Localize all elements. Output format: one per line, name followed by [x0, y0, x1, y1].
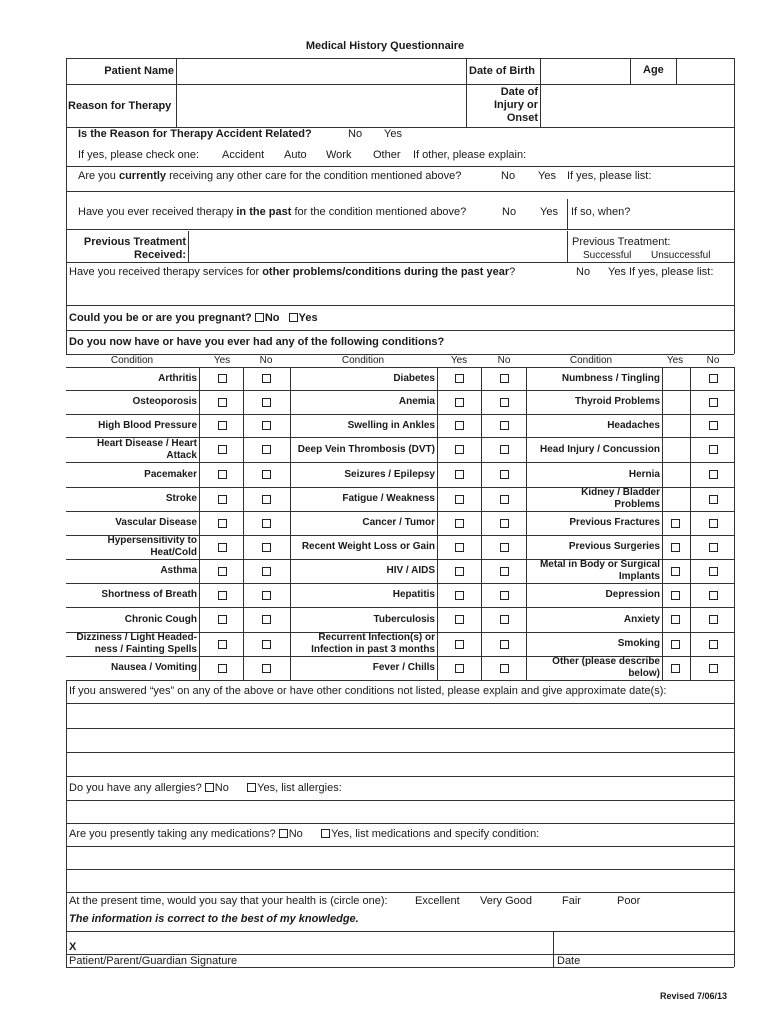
injury-label-1: Date of: [500, 86, 538, 98]
condition-yes-checkbox[interactable]: [218, 615, 227, 624]
patient-name-label: Patient Name: [104, 65, 174, 77]
condition-label: Previous Surgeries: [568, 541, 660, 552]
condition-no-checkbox[interactable]: [709, 445, 718, 454]
condition-label: Dizziness / Light Headed- ness / Fainting Spells: [76, 632, 197, 655]
condition-yes-checkbox[interactable]: [671, 543, 680, 552]
health-option-excellent[interactable]: Excellent: [415, 895, 460, 907]
injury-label-2: Injury or: [493, 99, 538, 111]
condition-no-checkbox[interactable]: [500, 591, 509, 600]
condition-no-checkbox[interactable]: [262, 664, 271, 673]
condition-label: Vascular Disease: [115, 517, 197, 528]
condition-yes-checkbox[interactable]: [671, 615, 680, 624]
condition-no-checkbox[interactable]: [709, 421, 718, 430]
condition-no-checkbox[interactable]: [262, 519, 271, 528]
current-care-follow: If yes, please list:: [567, 170, 652, 182]
condition-no-checkbox[interactable]: [709, 398, 718, 407]
condition-label: Metal in Body or Surgical Implants: [539, 559, 660, 582]
condition-label: Smoking: [617, 638, 660, 649]
condition-no-checkbox[interactable]: [709, 519, 718, 528]
other-problems-yes[interactable]: Yes If yes, please list:: [608, 266, 714, 278]
condition-no-checkbox[interactable]: [500, 519, 509, 528]
condition-yes-checkbox[interactable]: [671, 519, 680, 528]
injury-label-3: Onset: [506, 112, 538, 124]
condition-label: Kidney / Bladder Problems: [581, 487, 660, 510]
condition-label: Depression: [605, 589, 660, 600]
condition-no-checkbox[interactable]: [262, 615, 271, 624]
condition-label: Other (please describe below): [552, 656, 660, 679]
signature-x: X: [69, 941, 77, 953]
condition-yes-checkbox[interactable]: [218, 543, 227, 552]
condition-yes-checkbox[interactable]: [455, 543, 464, 552]
condition-label: Numbness / Tingling: [561, 372, 660, 384]
condition-yes-checkbox[interactable]: [218, 519, 227, 528]
condition-label: Hepatitis: [392, 589, 435, 600]
condition-label: Anxiety: [623, 613, 660, 625]
condition-yes-checkbox[interactable]: [671, 640, 680, 649]
condition-label: Nausea / Vomiting: [111, 662, 197, 673]
condition-label: Arthritis: [158, 372, 197, 384]
signature-label: Patient/Parent/Guardian Signature: [69, 955, 238, 967]
conditions-question: Do you now have or have you ever had any of the following conditions?: [69, 336, 445, 348]
injury-date-field[interactable]: [542, 86, 732, 125]
condition-no-checkbox[interactable]: [500, 615, 509, 624]
condition-label: Chronic Cough: [124, 613, 197, 625]
condition-label: HIV / AIDS: [386, 565, 435, 576]
medications-no-label: No: [288, 828, 303, 840]
condition-no-checkbox[interactable]: [262, 591, 271, 600]
condition-no-checkbox[interactable]: [709, 470, 718, 479]
allergies-field[interactable]: [68, 801, 732, 822]
accident-option-accident[interactable]: Accident: [222, 149, 265, 161]
page-title: Medical History Questionnaire: [305, 40, 465, 52]
condition-label: Previous Fractures: [569, 517, 660, 528]
accident-other-explain: If other, please explain:: [413, 149, 527, 161]
medications-no-checkbox[interactable]: [279, 829, 288, 838]
revision-footer: Revised 7/06/13: [660, 991, 728, 1001]
condition-yes-checkbox[interactable]: [455, 567, 464, 576]
yes-header-col2: Yes: [450, 355, 468, 366]
condition-yes-checkbox[interactable]: [455, 640, 464, 649]
condition-yes-checkbox[interactable]: [455, 374, 464, 383]
condition-no-checkbox[interactable]: [500, 374, 509, 383]
condition-yes-checkbox[interactable]: [455, 664, 464, 673]
condition-yes-checkbox[interactable]: [671, 567, 680, 576]
pregnant-no-label: No: [264, 312, 280, 324]
condition-label: Head Injury / Concussion: [539, 443, 660, 455]
condition-label: Asthma: [160, 565, 197, 576]
accident-question: Is the Reason for Therapy Accident Related?: [78, 128, 312, 140]
other-problems-question: Have you received therapy services for other problems/conditions during the past year?: [69, 266, 516, 278]
pregnant-question: Could you be or are you pregnant? No Yes: [69, 312, 318, 324]
condition-label: Pacemaker: [144, 468, 197, 480]
health-option-poor[interactable]: Poor: [617, 895, 641, 907]
condition-yes-checkbox[interactable]: [218, 495, 227, 504]
condition-yes-checkbox[interactable]: [218, 567, 227, 576]
allergies-yes-checkbox[interactable]: [247, 783, 256, 792]
condition-no-checkbox[interactable]: [500, 543, 509, 552]
condition-label: Hernia: [628, 468, 660, 480]
condition-yes-checkbox[interactable]: [218, 445, 227, 454]
condition-no-checkbox[interactable]: [500, 495, 509, 504]
condition-no-checkbox[interactable]: [262, 640, 271, 649]
condition-label: Fever / Chills: [372, 662, 435, 673]
accident-option-auto[interactable]: Auto: [284, 149, 307, 161]
condition-no-checkbox[interactable]: [709, 495, 718, 504]
condition-no-checkbox[interactable]: [500, 421, 509, 430]
condition-no-checkbox[interactable]: [709, 374, 718, 383]
past-therapy-follow: If so, when?: [571, 206, 631, 218]
condition-label: Hypersensitivity to Heat/Cold: [107, 535, 197, 558]
condition-label: Anemia: [398, 396, 435, 407]
signature-field[interactable]: [80, 933, 550, 953]
condition-no-checkbox[interactable]: [262, 445, 271, 454]
condition-no-checkbox[interactable]: [262, 374, 271, 383]
condition-no-checkbox[interactable]: [500, 398, 509, 407]
reason-field[interactable]: [178, 86, 464, 125]
age-field[interactable]: [678, 60, 732, 82]
attestation: The information is correct to the best of my knowledge.: [69, 913, 359, 925]
condition-yes-checkbox[interactable]: [455, 591, 464, 600]
allergies-question: Do you have any allergies? No Yes, list allergies:: [69, 782, 342, 794]
condition-label: Osteoporosis: [132, 396, 197, 407]
pregnant-yes-label: Yes: [298, 312, 318, 324]
prev-treatment-successful[interactable]: Successful: [583, 250, 632, 261]
condition-no-checkbox[interactable]: [500, 445, 509, 454]
condition-yes-checkbox[interactable]: [671, 591, 680, 600]
condition-yes-checkbox[interactable]: [218, 398, 227, 407]
condition-yes-checkbox[interactable]: [455, 495, 464, 504]
other-problems-no[interactable]: No: [576, 266, 591, 278]
accident-option-other[interactable]: Other: [373, 149, 401, 161]
condition-label: Tuberculosis: [373, 613, 435, 625]
condition-label: Deep Vein Thrombosis (DVT): [297, 443, 435, 455]
allergies-no-checkbox[interactable]: [205, 783, 214, 792]
condition-label: Diabetes: [393, 372, 435, 384]
reason-label: Reason for Therapy: [68, 100, 172, 112]
condition-yes-checkbox[interactable]: [455, 519, 464, 528]
condition-no-checkbox[interactable]: [709, 543, 718, 552]
condition-yes-checkbox[interactable]: [218, 640, 227, 649]
medications-yes-checkbox[interactable]: [321, 829, 330, 838]
accident-check-prompt: If yes, please check one:: [78, 149, 200, 161]
medications-yes-label: Yes, list medications and specify condition:: [331, 828, 540, 840]
condition-no-checkbox[interactable]: [262, 495, 271, 504]
yes-header-col1: Yes: [213, 355, 231, 366]
condition-no-checkbox[interactable]: [262, 567, 271, 576]
condition-yes-checkbox[interactable]: [218, 421, 227, 430]
date-label: Date: [557, 955, 581, 967]
condition-label: Stroke: [165, 493, 197, 504]
health-question: At the present time, would you say that your health is (circle one):: [69, 895, 388, 907]
condition-label: Recurrent Infection(s) or Infection in past 3 months: [311, 632, 435, 655]
explain-field[interactable]: [68, 705, 732, 775]
condition-no-checkbox[interactable]: [500, 664, 509, 673]
condition-no-checkbox[interactable]: [709, 615, 718, 624]
condition-label: Fatigue / Weakness: [342, 493, 435, 504]
condition-no-checkbox[interactable]: [709, 664, 718, 673]
condition-yes-checkbox[interactable]: [671, 664, 680, 673]
condition-yes-checkbox[interactable]: [218, 374, 227, 383]
age-label: Age: [643, 64, 664, 76]
condition-yes-checkbox[interactable]: [455, 398, 464, 407]
condition-no-checkbox[interactable]: [500, 470, 509, 479]
condition-label: Heart Disease / Heart Attack: [96, 437, 197, 461]
condition-label: Thyroid Problems: [574, 396, 660, 407]
accident-no[interactable]: No: [348, 128, 363, 140]
condition-header-col2: Condition: [341, 355, 385, 366]
health-option-very-good[interactable]: Very Good: [480, 895, 532, 907]
accident-yes[interactable]: Yes: [384, 128, 402, 140]
no-header-col1: No: [259, 355, 273, 366]
current-care-yes[interactable]: Yes: [538, 170, 556, 182]
prev-treatment-field[interactable]: [190, 232, 565, 261]
prev-treatment-unsuccessful[interactable]: Unsuccessful: [651, 250, 711, 261]
condition-yes-checkbox[interactable]: [455, 615, 464, 624]
date-field[interactable]: [556, 933, 732, 953]
pregnant-no-checkbox[interactable]: [255, 313, 264, 322]
medications-field[interactable]: [68, 847, 732, 891]
no-header-col3: No: [706, 355, 720, 366]
prev-treatment-right-label: Previous Treatment:: [572, 236, 671, 248]
health-option-fair[interactable]: Fair: [562, 895, 581, 907]
no-header-col2: No: [497, 355, 511, 366]
condition-label: Shortness of Breath: [101, 589, 197, 600]
dob-field[interactable]: [542, 60, 628, 82]
condition-yes-checkbox[interactable]: [218, 664, 227, 673]
condition-label: Seizures / Epilepsy: [344, 468, 435, 480]
condition-header-col3: Condition: [569, 355, 613, 366]
condition-no-checkbox[interactable]: [262, 421, 271, 430]
condition-header-col1: Condition: [110, 355, 154, 366]
condition-no-checkbox[interactable]: [709, 640, 718, 649]
current-care-no[interactable]: No: [501, 170, 516, 182]
allergies-yes-label: Yes, list allergies:: [257, 782, 342, 794]
current-care-question: Are you currently receiving any other care for the condition mentioned above?: [78, 170, 462, 182]
condition-no-checkbox[interactable]: [500, 640, 509, 649]
patient-name-field[interactable]: [178, 60, 464, 82]
past-therapy-question: Have you ever received therapy in the past for the condition mentioned above?: [78, 206, 467, 218]
condition-label: Swelling in Ankles: [347, 419, 435, 431]
condition-no-checkbox[interactable]: [262, 470, 271, 479]
condition-yes-checkbox[interactable]: [218, 470, 227, 479]
medications-question: Are you presently taking any medications? No Yes, list medications and specify condition:: [69, 828, 540, 840]
condition-no-checkbox[interactable]: [709, 567, 718, 576]
condition-no-checkbox[interactable]: [709, 591, 718, 600]
condition-label: Cancer / Tumor: [362, 517, 435, 528]
past-therapy-no[interactable]: No: [502, 206, 517, 218]
allergies-no-label: No: [214, 782, 229, 794]
dob-label: Date of Birth: [469, 65, 535, 77]
prev-treatment-label-2: Received:: [134, 249, 186, 261]
condition-yes-checkbox[interactable]: [218, 591, 227, 600]
condition-yes-checkbox[interactable]: [455, 445, 464, 454]
prev-treatment-label-1: Previous Treatment: [83, 236, 186, 248]
condition-no-checkbox[interactable]: [500, 567, 509, 576]
condition-label: High Blood Pressure: [98, 419, 197, 431]
condition-yes-checkbox[interactable]: [455, 470, 464, 479]
past-therapy-yes[interactable]: Yes: [540, 206, 558, 218]
condition-yes-checkbox[interactable]: [455, 421, 464, 430]
accident-option-work[interactable]: Work: [326, 149, 352, 161]
explain-prompt: If you answered “yes” on any of the above or have other conditions not listed, please explain and give approximate date(s):: [69, 685, 667, 697]
condition-label: Recent Weight Loss or Gain: [301, 541, 435, 552]
condition-no-checkbox[interactable]: [262, 543, 271, 552]
condition-label: Headaches: [607, 419, 660, 431]
yes-header-col3: Yes: [666, 355, 684, 366]
pregnant-yes-checkbox[interactable]: [289, 313, 298, 322]
condition-no-checkbox[interactable]: [262, 398, 271, 407]
